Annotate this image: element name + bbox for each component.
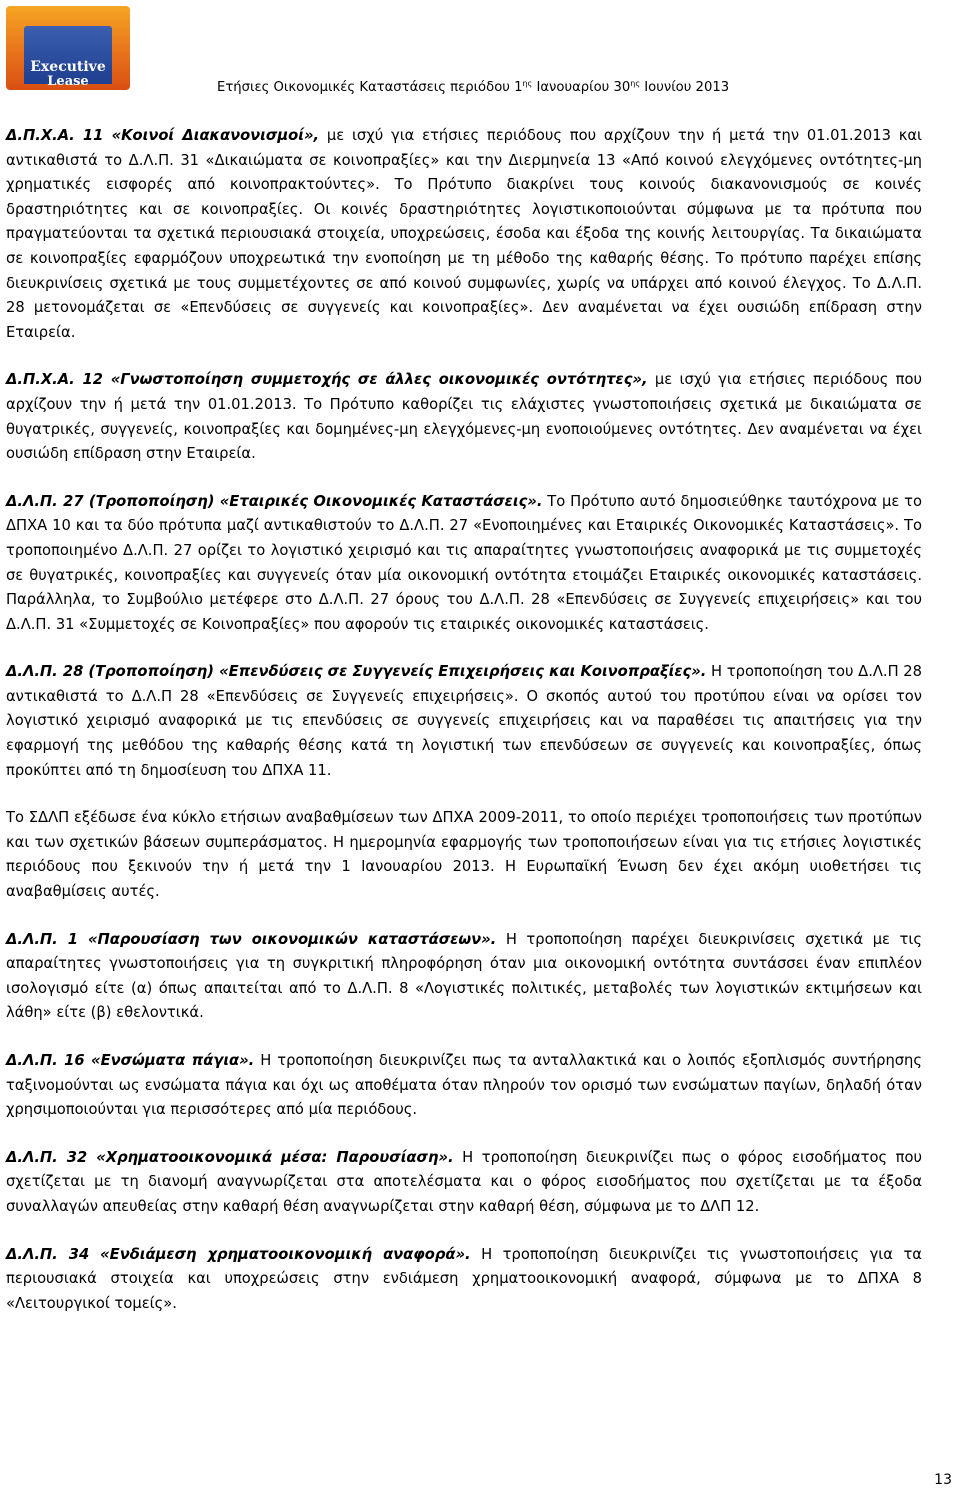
paragraph-ias-32 <box>6 1146 922 1220</box>
paragraph-ias-27 <box>6 490 922 638</box>
header-title-part-3: Ιουνίου 2013 <box>640 80 730 95</box>
paragraph-heading: Δ.Λ.Π. 28 (Τροποποίηση) «Επενδύσεις σε Συγγενείς Επιχειρήσεις και Κοινοπραξίες». <box>6 663 707 681</box>
header-title-sup-2: ης <box>630 79 641 88</box>
paragraph-ias-28 <box>6 660 922 783</box>
paragraph-heading: Δ.Π.Χ.Α. 11 «Κοινοί Διακανονισμοί», <box>6 127 320 144</box>
paragraph-heading: Δ.Λ.Π. 27 (Τροποποίηση) «Εταιρικές Οικονομικές Καταστάσεις». <box>6 492 543 510</box>
logo-line-2: Lease <box>47 74 89 89</box>
paragraph-heading: Δ.Λ.Π. 16 «Ενσώματα πάγια». <box>6 1052 255 1069</box>
paragraph-annual-improvements <box>6 806 922 904</box>
header-title-sup-1: ης <box>522 79 533 88</box>
paragraph-text: Η τροποποίηση διευκρινίζει πως ο φόρος εισοδήματος που σχετίζεται με τη διανομή αναγνωρίζεται στα αποτελέσματα και ο φόρος εισοδήματος που σχετίζεται με τα έξοδα συναλλαγών απευθείας στην καθαρή θέση αναγνωρίζεται στην καθαρή θέση, σύμφωνα με το ΔΛΠ 12. <box>6 1148 922 1215</box>
paragraph-text: Η τροποποίηση του Δ.Λ.Π 28 αντικαθιστά το Δ.Λ.Π 28 «Επενδύσεις σε Συγγενείς επιχειρήσεις». Ο σκοπός αυτού του προτύπου είναι να ορίσει τον λογιστικό χειρισμό αναφορικά με τις επενδύσεις σε συγγενείς επιχειρήσεις και να παραθέσει τις απαιτήσεις για την εφαρμογή της μεθόδου της καθαρής θέσης κατά τη λογιστική των επενδύσεων σε συγγενείς και κοινοπραξίες, όπως προκύπτει από τη δημοσίευση του ΔΠΧΑ 11. <box>6 663 922 779</box>
paragraph-heading: Δ.Λ.Π. 1 «Παρουσίαση των οικονομικών καταστάσεων». <box>6 930 497 948</box>
paragraph-ias-16 <box>6 1049 922 1123</box>
paragraph-heading: Δ.Λ.Π. 32 «Χρηματοοικονομικά μέσα: Παρουσίαση». <box>6 1148 454 1166</box>
paragraph-text: Η τροποποίηση διευκρινίζει πως τα ανταλλακτικά και ο λοιπός εξοπλισμός συντήρησης ταξινομούνται ως ενσώματα πάγια και όχι ως αποθέματα όταν πληρούν τον ορισμό των ενσώματων παγίων, δηλαδή όταν χρησιμοποιούνται για περισσότερες από μία περιόδους. <box>6 1052 922 1119</box>
company-logo <box>6 6 130 90</box>
paragraph-ifrs-12 <box>6 368 922 466</box>
header-title-part-2: Ιανουαρίου 30 <box>532 80 631 95</box>
paragraph-heading: Δ.Π.Χ.Α. 12 «Γνωστοποίηση συμμετοχής σε άλλες οικονομικές οντότητες», <box>6 371 648 389</box>
paragraph-heading: Δ.Λ.Π. 34 «Ενδιάμεση χρηματοοικονομική αναφορά». <box>6 1245 471 1263</box>
paragraph-ias-34 <box>6 1243 922 1317</box>
paragraph-text: Η τροποποίηση διευκρινίζει τις γνωστοποιήσεις για τα περιουσιακά στοιχεία και υποχρεώσεις στην ενδιάμεση χρηματοοικονομική αναφορά, σύμφωνα με το ΔΠΧΑ 8 «Λειτουργικοί τομείς». <box>6 1245 922 1312</box>
paragraph-text: Το ΣΔΛΠ εξέδωσε ένα κύκλο ετήσιων αναβαθμίσεων των ΔΠΧΑ 2009-2011, το οποίο περιέχει τροποποιήσεις των προτύπων και των σχετικών βάσεων συμπεράσματος. Η ημερομηνία εφαρμογής των τροποποιήσεων είναι για τις ετήσιες λογιστικές περιόδους που ξεκινούν την ή μετά την 1 Ιανουαρίου 2013. Η Ευρωπαϊκή Ένωση δεν έχει ακόμη υιοθετήσει τις αναβαθμίσεις αυτές. <box>6 809 922 901</box>
paragraph-text: με ισχύ για ετήσιες περιόδους που αρχίζουν την ή μετά την 01.01.2013. Το Πρότυπο καθορίζει τις ελάχιστες γνωστοποιήσεις σχετικά με δικαιώματα σε θυγατρικές, συγγενείς, κοινοπραξίες και δομημένες-μη ελεγχόμενες-μη ενοποιούμενες οντότητες. Δεν αναμένεται να έχει ουσιώδη επίδραση στην Εταιρεία. <box>6 371 923 463</box>
paragraph-text: Το Πρότυπο αυτό δημοσιεύθηκε ταυτόχρονα με το ΔΠΧΑ 10 και τα δύο πρότυπα μαζί αντικαθιστούν το Δ.Λ.Π. 27 «Ενοποιημένες και Εταιρικές Οικονομικές Καταστάσεις». Το τροποποιημένο Δ.Λ.Π. 27 ορίζει το λογιστικό χειρισμό και τις απαραίτητες γνωστοποιήσεις αναφορικά με τις συμμετοχές σε θυγατρικές, κοινοπραξίες και συγγενείς όταν μία οικονομική οντότητα ετοιμάζει Εταιρικές οικονομικές καταστάσεις. Παράλληλα, το Συμβούλιο μετέφερε στο Δ.Λ.Π. 27 όρους του Δ.Λ.Π. 28 «Επενδύσεις σε Συγγενείς επιχειρήσεις» και του Δ.Λ.Π. 31 «Συμμετοχές σε Κοινοπραξίες» που αφορούν τις εταιρικές οικονομικές καταστάσεις. <box>6 492 923 633</box>
paragraph-ifrs-11 <box>6 124 922 345</box>
logo-line-1: Executive <box>30 59 106 75</box>
page-header-title <box>217 76 957 96</box>
paragraph-text: με ισχύ για ετήσιες περιόδους που αρχίζουν την ή μετά την 01.01.2013 και αντικαθιστά το Δ.Λ.Π. 31 «Δικαιώματα σε κοινοπραξίες» και την Διερμηνεία 13 «Από κοινού ελεγχόμενες οντότητες-μη χρηματικές εισφορές από κοινοπρακτούντες». Το Πρότυπο διακρίνει τους κοινούς διακανονισμούς σε κοινές δραστηριότητες και σε κοινοπραξίες. Οι κοινές δραστηριότητες λογιστικοποιούνται σύμφωνα με τα πρότυπα που πραγματεύονται τα σχετικά περιουσιακά στοιχεία, υποχρεώσεις, έσοδα και έξοδα της κοινής λειτουργίας. Τα δικαιώματα σε κοινοπραξίες εφαρμόζουν υποχρεωτικά την ενοποίηση με τη μέθοδο της καθαρής θέσης. Το πρότυπο παρέχει επίσης διευκρινίσεις σχετικά με τους συμμετέχοντες σε από κοινού συμφωνίες, χωρίς να υπάρχει από κοινού έλεγχος. Το Δ.Λ.Π. 28 μετονομάζεται σε «Επενδύσεις σε συγγενείς και κοινοπραξίες». Δεν αναμένεται να έχει ουσιώδη επίδραση στην Εταιρεία. <box>6 127 923 341</box>
page-number: 13 <box>934 1472 952 1488</box>
document-body <box>6 124 922 1339</box>
header-title-part-1: Ετήσιες Οικονομικές Καταστάσεις περιόδου 1 <box>217 80 523 95</box>
paragraph-text: Η τροποποίηση παρέχει διευκρινίσεις σχετικά με τις απαραίτητες γνωστοποιήσεις για τη συγκριτική πληροφόρηση όταν μια οικονομική οντότητα συντάσσει έναν επιπλέον ισολογισμό είτε (α) όπως απαιτείται από το Δ.Λ.Π. 8 «Λογιστικές πολιτικές, μεταβολές των λογιστικών εκτιμήσεων και λάθη» είτε (β) εθελοντικά. <box>6 930 922 1022</box>
paragraph-ias-1 <box>6 928 922 1026</box>
